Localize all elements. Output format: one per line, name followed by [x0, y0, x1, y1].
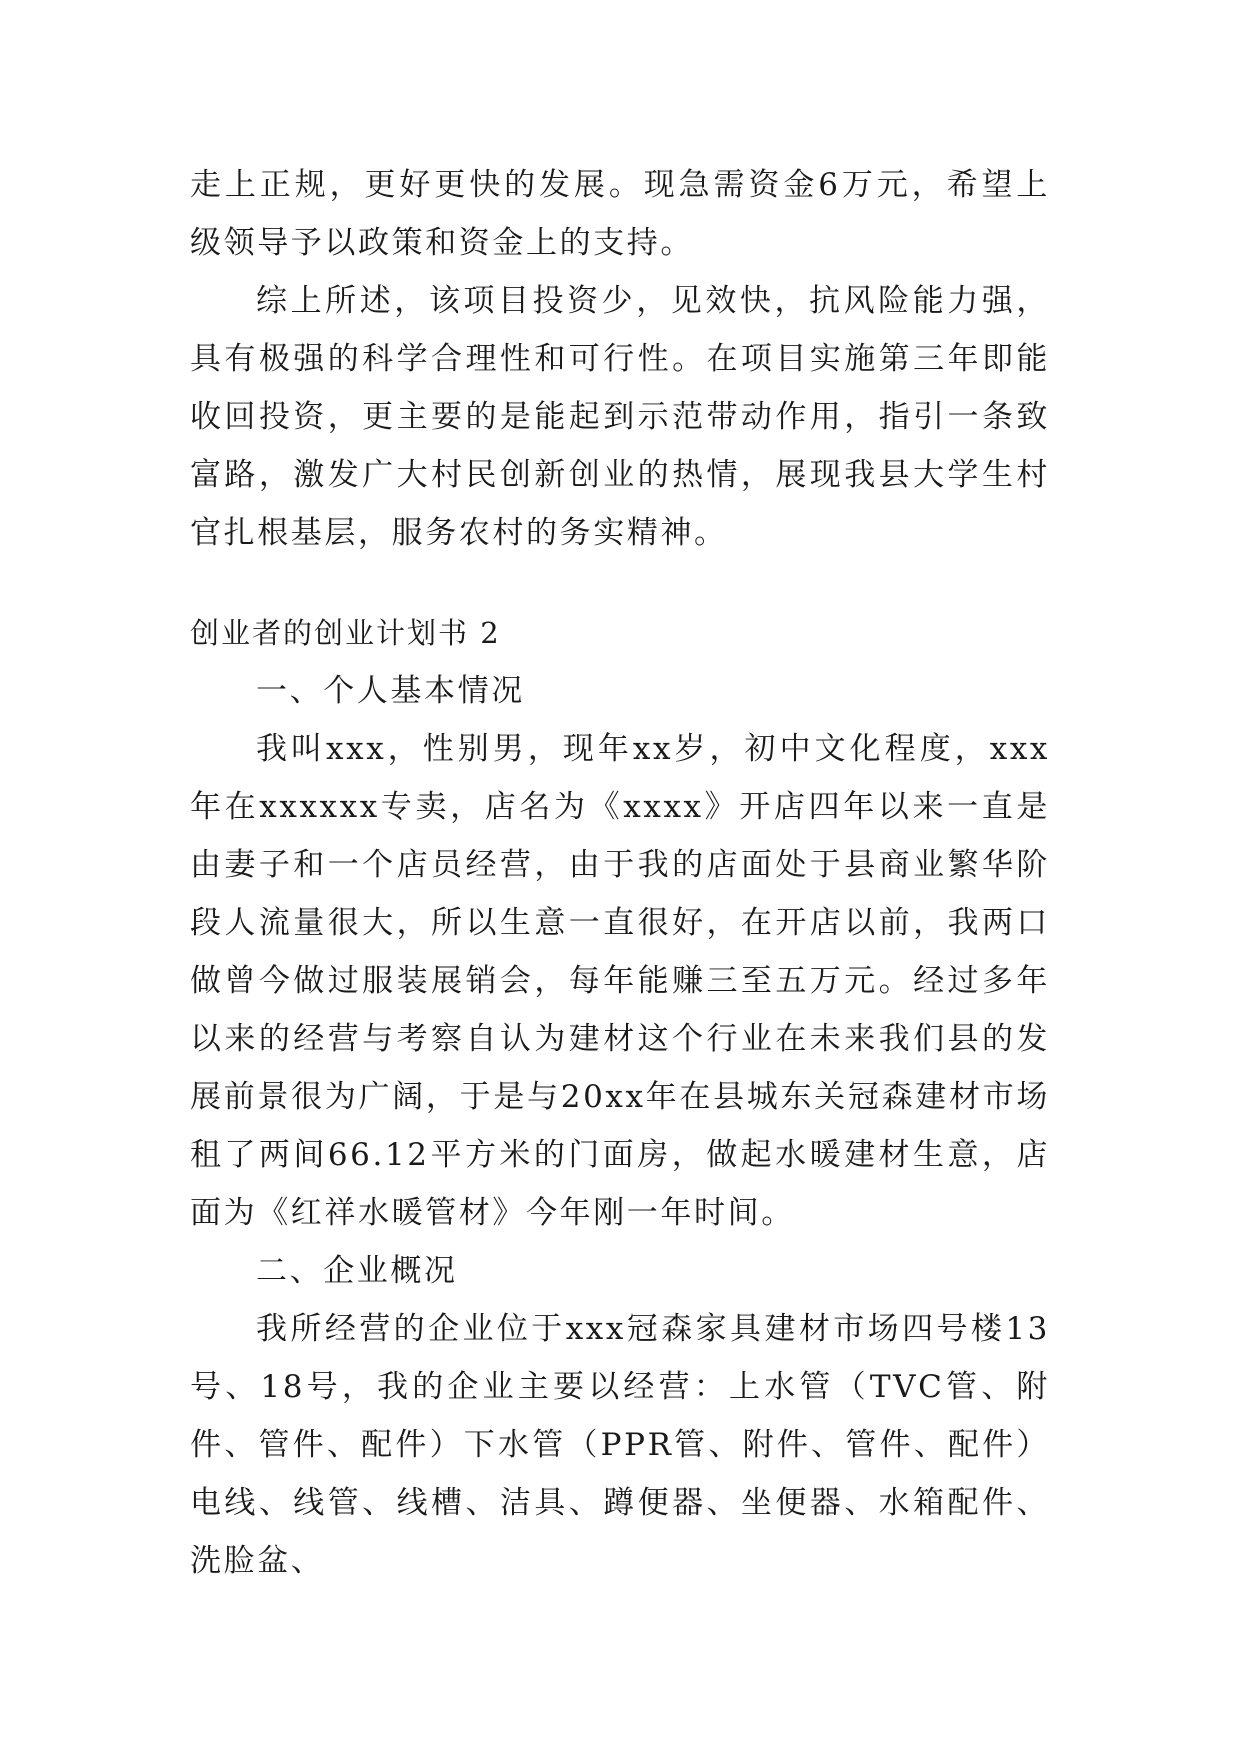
section-heading-personal-info: 一、个人基本情况 — [256, 673, 525, 709]
continuation-paragraph-2: 综上所述，该项目投资少，见效快，抗风险能力强，具有极强的科学合理性和可行性。在项目实施第三年即能收回投资，更主要的是能起到示范带动作用，指引一条致富路，激发广大村民创新创业的热情，展现我县大学生村官扎根基层，服务农村的务实精神。 — [190, 283, 1050, 551]
continuation-paragraph-1: 走上正规，更好更快的发展。现急需资金6万元，希望上级领导予以政策和资金上的支持。 — [190, 167, 1050, 261]
document-title: 创业者的创业计划书 2 — [190, 616, 501, 650]
section-spacer — [190, 562, 1050, 604]
document-body — [190, 156, 1050, 1590]
section-heading-enterprise-overview: 二、企业概况 — [256, 1253, 458, 1289]
personal-info-paragraph: 我叫xxx，性别男，现年xx岁，初中文化程度，xxx年在xxxxxx专卖，店名为《xxxx》开店四年以来一直是由妻子和一个店员经营，由于我的店面处于县商业繁华阶段人流量很大，所以生意一直很好，在开店以前，我两口做曾今做过服装展销会，每年能赚三至五万元。经过多年以来的经营与考察自认为建材这个行业在未来我们县的发展前景很为广阔，于是与20xx年在县城东关冠森建材市场租了两间66.12平方米的门面房，做起水暖建材生意，店面为《红祥水暖管材》今年刚一年时间。 — [190, 731, 1051, 1231]
enterprise-overview-paragraph: 我所经营的企业位于xxx冠森家具建材市场四号楼13号、18号，我的企业主要以经营：上水管（TVC管、附件、管件、配件）下水管（PPR管、附件、管件、配件）电线、线管、线槽、洁具、蹲便器、坐便器、水箱配件、洗脸盆、 — [190, 1311, 1050, 1579]
